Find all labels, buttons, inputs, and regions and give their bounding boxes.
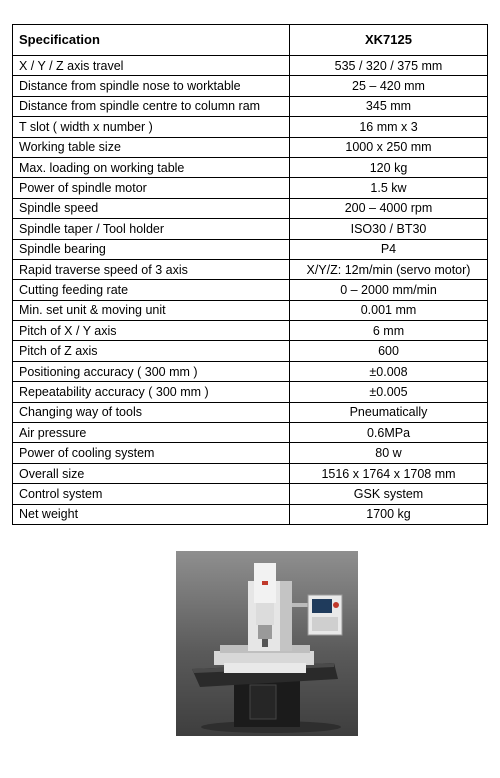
spec-label: Spindle taper / Tool holder	[13, 219, 290, 239]
spec-value: 1516 x 1764 x 1708 mm	[290, 463, 488, 483]
spec-label: Working table size	[13, 137, 290, 157]
spec-row	[13, 443, 488, 463]
table-header-row	[13, 25, 488, 56]
spec-row	[13, 157, 488, 177]
spec-row	[13, 402, 488, 422]
spec-row	[13, 463, 488, 483]
spec-row	[13, 178, 488, 198]
spec-row	[13, 96, 488, 116]
spec-value: X/Y/Z: 12m/min (servo motor)	[290, 259, 488, 279]
spec-row	[13, 219, 488, 239]
spec-label: Repeatability accuracy ( 300 mm )	[13, 382, 290, 402]
spec-row	[13, 137, 488, 157]
spec-label: T slot ( width x number )	[13, 117, 290, 137]
spec-row	[13, 259, 488, 279]
cnc-milling-machine-image	[176, 551, 358, 736]
spec-value: 16 mm x 3	[290, 117, 488, 137]
spec-label: Power of spindle motor	[13, 178, 290, 198]
spec-row	[13, 484, 488, 504]
spec-row	[13, 198, 488, 218]
spec-value: 0 – 2000 mm/min	[290, 280, 488, 300]
spec-value: P4	[290, 239, 488, 259]
spec-row	[13, 280, 488, 300]
spec-value: 1700 kg	[290, 504, 488, 524]
spec-value: Pneumatically	[290, 402, 488, 422]
spec-value: 25 – 420 mm	[290, 76, 488, 96]
spec-value: 0.6MPa	[290, 423, 488, 443]
spec-row	[13, 76, 488, 96]
spec-label: Power of cooling system	[13, 443, 290, 463]
spec-value: ISO30 / BT30	[290, 219, 488, 239]
spec-label: Distance from spindle centre to column ram	[13, 96, 290, 116]
spec-value: 200 – 4000 rpm	[290, 198, 488, 218]
spec-label: Max. loading on working table	[13, 157, 290, 177]
spec-value: 6 mm	[290, 321, 488, 341]
spec-value: 0.001 mm	[290, 300, 488, 320]
spec-value: ±0.005	[290, 382, 488, 402]
spec-value: GSK system	[290, 484, 488, 504]
spec-label: Overall size	[13, 463, 290, 483]
spec-value: ±0.008	[290, 361, 488, 381]
spec-label: Positioning accuracy ( 300 mm )	[13, 361, 290, 381]
spec-row	[13, 423, 488, 443]
header-label: Specification	[13, 25, 290, 56]
spec-value: 345 mm	[290, 96, 488, 116]
spec-label: Pitch of Z axis	[13, 341, 290, 361]
spec-label: Cutting feeding rate	[13, 280, 290, 300]
spec-label: Min. set unit & moving unit	[13, 300, 290, 320]
spec-row	[13, 117, 488, 137]
spec-label: Distance from spindle nose to worktable	[13, 76, 290, 96]
spec-label: Control system	[13, 484, 290, 504]
spec-row	[13, 504, 488, 524]
spec-row	[13, 321, 488, 341]
spec-label: Spindle speed	[13, 198, 290, 218]
spec-row	[13, 239, 488, 259]
spec-value: 120 kg	[290, 157, 488, 177]
spec-value: 535 / 320 / 375 mm	[290, 56, 488, 76]
spec-row	[13, 56, 488, 76]
spec-value: 80 w	[290, 443, 488, 463]
spec-value: 1.5 kw	[290, 178, 488, 198]
spec-label: Spindle bearing	[13, 239, 290, 259]
spec-label: Rapid traverse speed of 3 axis	[13, 259, 290, 279]
spec-label: Net weight	[13, 504, 290, 524]
spec-value: 600	[290, 341, 488, 361]
spec-row	[13, 300, 488, 320]
spec-row	[13, 361, 488, 381]
spec-label: Pitch of X / Y axis	[13, 321, 290, 341]
specification-table	[12, 24, 488, 525]
machine-photo	[176, 551, 358, 736]
spec-label: Air pressure	[13, 423, 290, 443]
spec-label: Changing way of tools	[13, 402, 290, 422]
spec-row	[13, 341, 488, 361]
spec-value: 1000 x 250 mm	[290, 137, 488, 157]
header-model: XK7125	[290, 25, 488, 56]
spec-row	[13, 382, 488, 402]
spec-label: X / Y / Z axis travel	[13, 56, 290, 76]
